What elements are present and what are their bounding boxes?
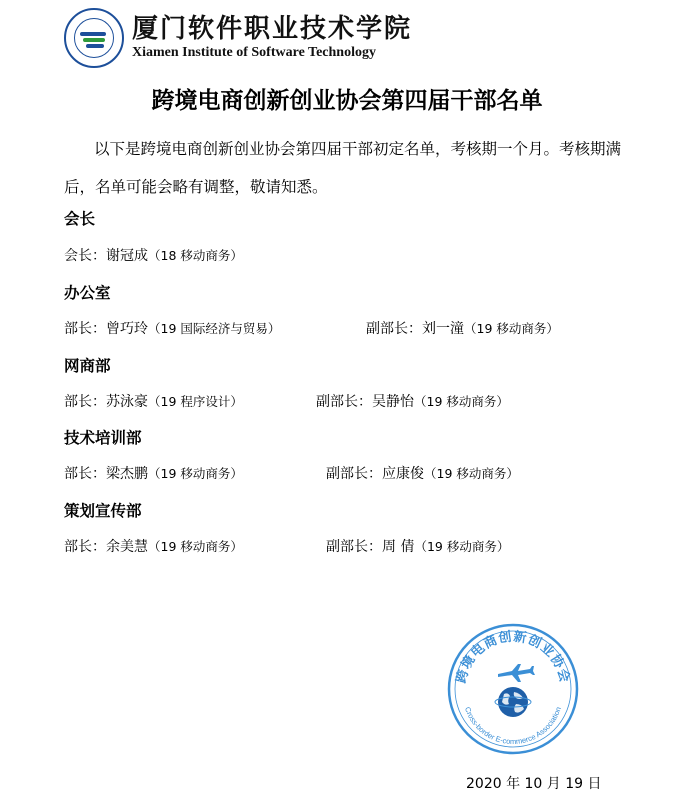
association-stamp-icon bbox=[446, 622, 580, 756]
entry-online-business-deputy: 副部长：吴静怡（19 移动商务） bbox=[316, 394, 509, 410]
page-header bbox=[64, 6, 412, 70]
section-heading-online-business: 网商部 bbox=[64, 357, 111, 375]
school-name-block bbox=[132, 14, 412, 62]
entry-office-head: 部长：曾巧玲（19 国际经济与贸易） bbox=[64, 321, 281, 337]
school-logo-icon bbox=[64, 8, 124, 68]
school-name-en: Xiamen Institute of Software Technology bbox=[132, 45, 376, 60]
entry-online-business-head: 部长：苏泳豪（19 程序设计） bbox=[64, 394, 243, 410]
entry-tech-training-head: 部长：梁杰鹏（19 移动商务） bbox=[64, 466, 243, 482]
section-heading-office: 办公室 bbox=[64, 284, 111, 302]
section-heading-president: 会长 bbox=[64, 210, 96, 228]
document-title: 跨境电商创新创业协会第四届干部名单 bbox=[151, 88, 543, 114]
school-name-cn: 厦门软件职业技术学院 bbox=[132, 14, 413, 44]
entry-planning-publicity-deputy: 副部长：周 倩（19 移动商务） bbox=[326, 539, 510, 555]
entry-planning-publicity-head: 部长：余美慧（19 移动商务） bbox=[64, 539, 243, 555]
entry-office-deputy: 副部长：刘一潼（19 移动商务） bbox=[366, 321, 559, 337]
entry-tech-training-deputy: 副部长：应康俊（19 移动商务） bbox=[326, 466, 519, 482]
intro-paragraph: 以下是跨境电商创新创业协会第四届干部初定名单，考核期一个月。考核期满后，名单可能会略有调整，敬请知悉。 bbox=[64, 140, 622, 196]
issue-date: 2020 年 10 月 19 日 bbox=[466, 776, 602, 792]
stamp-text-cn: 跨境电商创新创业协会 bbox=[454, 629, 572, 685]
stamp-text-en: Cross-border E-commerce Association bbox=[463, 705, 563, 746]
section-heading-planning-publicity: 策划宣传部 bbox=[64, 502, 142, 520]
entry-president: 会长：谢冠成（18 移动商务） bbox=[64, 248, 243, 264]
section-heading-tech-training: 技术培训部 bbox=[64, 429, 142, 447]
